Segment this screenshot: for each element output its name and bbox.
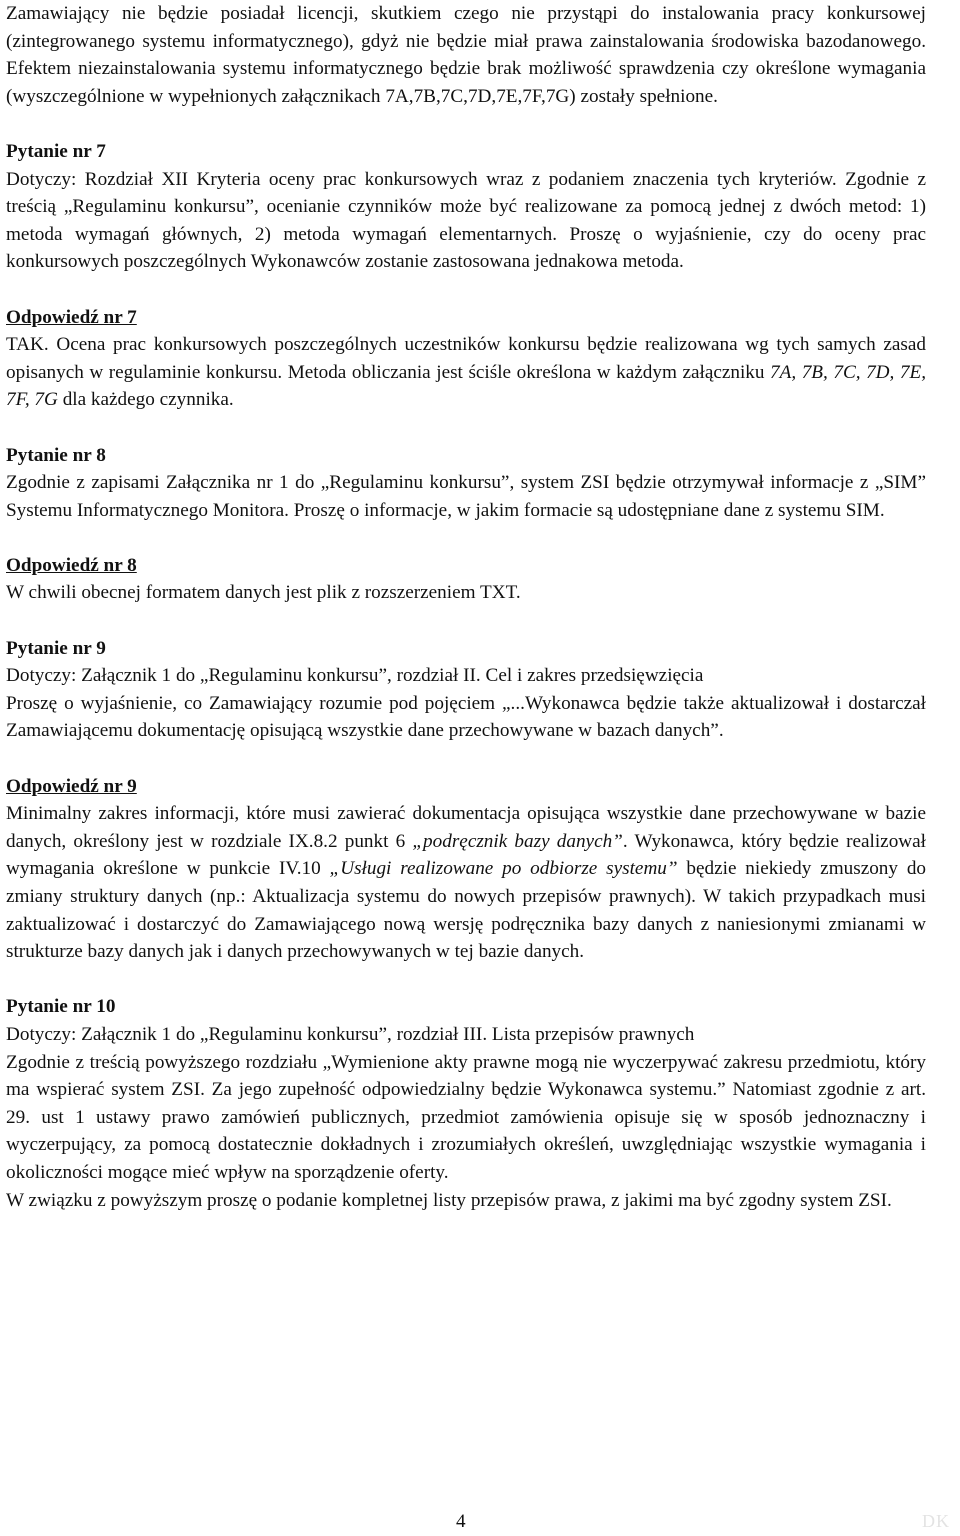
question-8-heading: Pytanie nr 8 — [6, 444, 106, 466]
question-7-text: Dotyczy: Rozdział XII Kryteria oceny prac konkursowych wraz z podaniem znaczenia tych kryteriów. Zgodnie z treścią „Regulaminu konkursu”, ocenianie czynników może być realizowane za pomocą jednej z dwóch metod: 1) metoda wymagań głównych, 2) metoda wymagań elementarnych. Proszę o wyjaśnienie, czy do oceny prac konkursowych poszczególnych Wykonawców zostanie zastosowana jednakowa metoda. — [6, 168, 926, 273]
answer-9-text-end: będzie niekiedy zmuszony do zmiany struktury danych (np.: Aktualizacja systemu do nowych przepisów prawnych). W takich przypadkach musi zaktualizować i dostarczyć do Zamawiającego nową wersję podręcznika bazy danych z naniesionymi zmianami w strukturze bazy danych jak i danych przechowywanych w tej bazie danych. — [6, 858, 927, 963]
answer-9-manual-ref: „podręcznik bazy danych” — [412, 830, 623, 852]
answer-8-text: W chwili obecnej formatem danych jest plik z rozszerzeniem TXT. — [6, 582, 521, 604]
answer-7-text-end: dla każdego czynnika. — [57, 389, 234, 411]
answer-7-text-start: TAK. Ocena prac konkursowych poszczególnych uczestników konkursu będzie realizowana wg tych samych zasad opisanych w regulaminie konkursu. Metoda obliczania jest ściśle określona w każdym załączniku — [6, 334, 926, 383]
answer-9-services-ref: „Usługi realizowane po odbiorze systemu” — [329, 858, 678, 880]
document-page — [6, 0, 926, 1214]
answer-9-text-start: Minimalny zakres informacji, które musi zawierać dokumentacja opisująca wszystkie dane przechowywane w bazie danych, określony jest w rozdziale IX.8.2 punkt 6 — [6, 803, 926, 852]
answer-7-attachments: 7A, 7B, 7C, 7D, 7E, 7F, 7G — [6, 361, 926, 411]
question-10-request: W związku z powyższym proszę o podanie kompletnej listy przepisów prawa, z jakimi ma być zgodny system ZSI. — [6, 1189, 892, 1211]
answer-7-heading: Odpowiedź nr 7 — [6, 306, 137, 328]
watermark: DK — [922, 1511, 950, 1531]
question-8-text: Zgodnie z zapisami Załącznika nr 1 do „Regulaminu konkursu”, system ZSI będzie otrzymywał informacje z „SIM” Systemu Informatycznego Monitora. Proszę o informacje, w jakim formacie są udostępniane dane z systemu SIM. — [6, 472, 926, 521]
answer-9-heading: Odpowiedź nr 9 — [6, 775, 137, 797]
question-7-heading: Pytanie nr 7 — [6, 140, 106, 162]
question-10-subject: Dotyczy: Załącznik 1 do „Regulaminu konkursu”, rozdział III. Lista przepisów prawnych — [6, 1023, 695, 1045]
answer-9-text — [6, 800, 926, 966]
question-9-subject: Dotyczy: Załącznik 1 do „Regulaminu konkursu”, rozdział II. Cel i zakres przedsięwzięcia — [6, 665, 704, 687]
question-10-text: Zgodnie z treścią powyższego rozdziału „Wymienione akty prawne mogą nie wyczerpywać zakresu przedmiotu, który ma wspierać system ZSI. Za jego zupełność odpowiedzialny będzie Wykonawca systemu.” Natomiast zgodnie z art. 29. ust 1 ustawy prawo zamówień publicznych, przedmiot zamówienia opisuje się w sposób jednoznaczny i wyczerpujący, za pomocą dostatecznie dokładnych i zrozumiałych określeń, uwzględniając wszystkie wymagania i okoliczności mogące mieć wpływ na sporządzenie oferty. — [6, 1051, 926, 1183]
page-number: 4 — [456, 1511, 466, 1532]
answer-9-text-middle: . Wykonawca, który będzie realizował wymagania określone w punkcie IV.10 — [6, 830, 926, 880]
answer-7-text — [6, 331, 926, 414]
question-9-heading: Pytanie nr 9 — [6, 637, 106, 659]
question-10-heading: Pytanie nr 10 — [6, 996, 116, 1018]
answer-8-heading: Odpowiedź nr 8 — [6, 554, 137, 576]
question-9-text: Proszę o wyjaśnienie, co Zamawiający rozumie pod pojęciem „...Wykonawca będzie także aktualizował i dostarczał Zamawiającemu dokumentację opisującą wszystkie dane przechowywane w bazach danych”. — [6, 692, 926, 742]
intro-paragraph: Zamawiający nie będzie posiadał licencji, skutkiem czego nie przystąpi do instalowania pracy konkursowej (zintegrowanego systemu informatycznego), gdyż nie będzie miał prawa zainstalowania środowiska bazodanowego. Efektem niezainstalowania systemu informatycznego będzie brak możliwość sprawdzenia czy określone wymagania (wyszczególnione w wypełnionych załącznikach 7A,7B,7C,7D,7E,7F,7G) zostały spełnione. — [6, 3, 926, 107]
